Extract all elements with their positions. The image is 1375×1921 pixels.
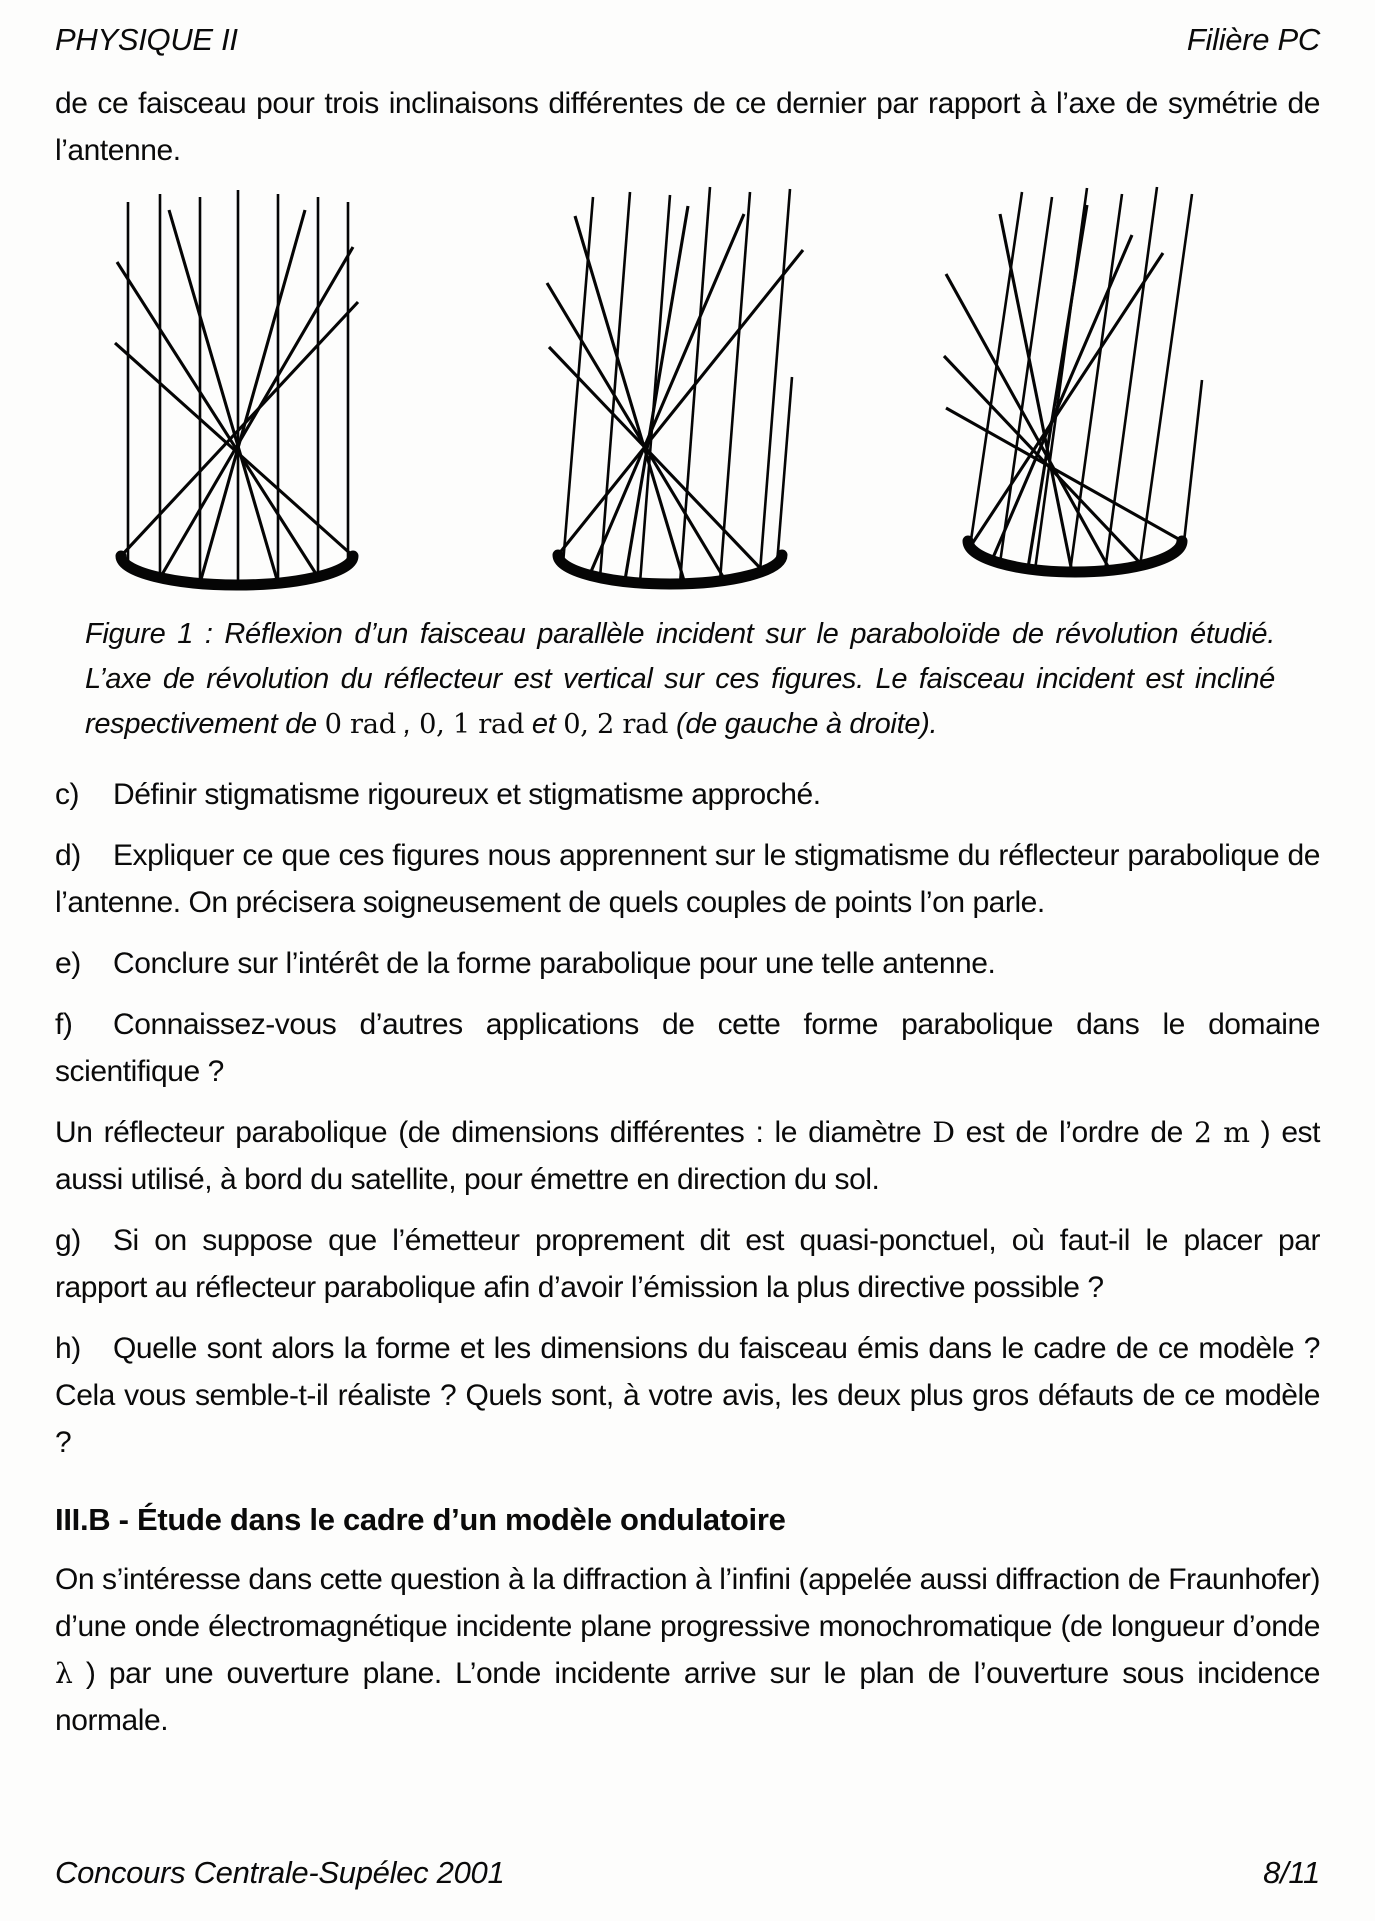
paragraph <box>55 832 1320 926</box>
text-run: Un réflecteur parabolique (de dimensions différentes : le diamètre <box>55 1116 933 1149</box>
text-run: (de gauche à droite). <box>668 708 938 740</box>
page-footer <box>55 1855 1320 1891</box>
incident-ray <box>563 197 593 564</box>
paragraph <box>55 80 1320 174</box>
text-run: Quelle sont alors la forme et les dimensions du faisceau émis dans le cadre de ce modèle ? Cela vous semble-t-il réaliste ? Quels sont, à votre avis, les deux plus gros défauts de ce modèle ? <box>55 1332 1320 1459</box>
math-run: 0, 1 rad <box>419 709 525 740</box>
paragraph <box>55 771 1320 818</box>
paragraph <box>55 1325 1320 1466</box>
question-label: f) <box>55 1008 73 1041</box>
incident-ray <box>640 195 670 583</box>
paragraph <box>55 1001 1320 1095</box>
paragraph <box>55 940 1320 987</box>
reflected-ray <box>200 210 305 583</box>
text-run: On s’intéresse dans cette question à la diffraction à l’infini (appelée aussi diffraction de Fraunhofer) d’une onde électromagnétique incidente plane progressive monochromatique (de longueur d’onde <box>55 1563 1320 1643</box>
text-run: ) est aussi utilisé, à bord du satellite, pour émettre en direction du sol. <box>55 1116 1320 1196</box>
section-heading <box>55 1498 1320 1542</box>
figure-caption <box>85 612 1275 747</box>
reflected-ray <box>121 302 358 556</box>
incident-ray <box>720 192 750 581</box>
text-run: ) par une ouverture plane. L’onde incidente arrive sur le plan de l’ouverture sous incidence normale. <box>55 1657 1320 1737</box>
figure-diagrams <box>55 182 1320 600</box>
text-run: Figure 1 : Réflexion d’un faisceau parallèle incident sur le paraboloïde de révolution étudié. L’axe de révolution du réflecteur est vertical sur ces figures. Le faisceau incident est incliné respectivement de <box>85 618 1275 740</box>
text-run: de ce faisceau pour trois inclinaisons différentes de ce dernier par rapport à l’axe de symétrie de l’antenne. <box>55 87 1320 167</box>
question-label: c) <box>55 778 80 811</box>
reflected-ray <box>970 253 1163 547</box>
text-run: III.B - Étude dans le cadre d’un modèle ondulatoire <box>55 1502 786 1537</box>
math-run: 0, 2 rad <box>563 709 669 740</box>
text-run: est de l’ordre de <box>954 1116 1194 1149</box>
paragraph <box>55 1556 1320 1744</box>
footer-page-number: 8/11 <box>1263 1855 1320 1890</box>
text-run: , <box>395 708 420 740</box>
text-run: Conclure sur l’intérêt de la forme parabolique pour une telle antenne. <box>113 947 996 980</box>
question-label: e) <box>55 947 81 980</box>
math-run: 2 m <box>1193 1116 1250 1149</box>
ray-diagram-tilt-0-2rad <box>940 182 1230 597</box>
header-track: Filière PC <box>1186 22 1320 57</box>
intro-paragraph-container <box>55 80 1320 174</box>
math-run: λ <box>55 1657 73 1690</box>
reflected-ray <box>169 210 278 583</box>
ray-diagram-tilt-0-1rad <box>545 182 835 597</box>
page-header <box>55 22 1320 58</box>
math-run: D <box>932 1116 955 1149</box>
text-run: Expliquer ce que ces figures nous apprennent sur le stigmatisme du réflecteur parabolique de l’antenne. On précisera soigneusement de quels couples de points l’on parle. <box>55 839 1320 919</box>
incident-ray <box>760 189 790 572</box>
reflected-ray <box>944 356 1142 565</box>
ray-diagram-tilt-0rad <box>95 182 385 597</box>
paragraph <box>55 1109 1320 1203</box>
text-run: Connaissez-vous d’autres applications de cette forme parabolique dans le domaine scientifique ? <box>55 1008 1320 1088</box>
reflected-ray <box>575 216 685 584</box>
text-run: Définir stigmatisme rigoureux et stigmatisme approché. <box>113 778 821 811</box>
question-label: h) <box>55 1332 81 1365</box>
header-subject: PHYSIQUE II <box>55 22 238 57</box>
incident-ray <box>970 192 1022 547</box>
reflected-ray <box>558 250 803 555</box>
incident-ray <box>777 377 792 564</box>
text-run: et <box>524 708 564 740</box>
question-label: d) <box>55 839 81 872</box>
content-blocks <box>55 771 1320 1744</box>
math-run: 0 rad <box>324 709 396 740</box>
question-label: g) <box>55 1224 81 1257</box>
footer-exam-name: Concours Centrale-Supélec 2001 <box>55 1855 505 1890</box>
reflected-ray <box>625 206 688 580</box>
paragraph <box>55 1217 1320 1311</box>
incident-ray <box>1184 380 1202 542</box>
text-run: Si on suppose que l’émetteur proprement dit est quasi-ponctuel, où faut-il le placer par rapport au réflecteur parabolique afin d’avoir l’émission la plus directive possible ? <box>55 1224 1320 1304</box>
